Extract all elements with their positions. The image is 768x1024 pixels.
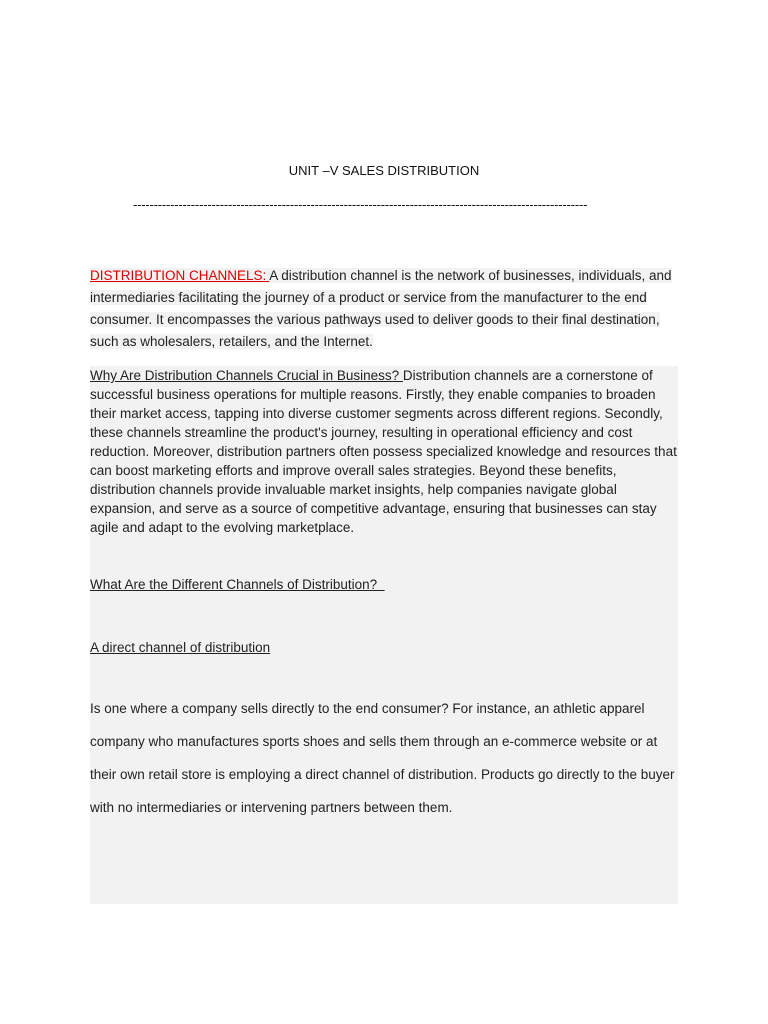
different-channels-heading: What Are the Different Channels of Distribution?	[90, 577, 385, 592]
direct-channel-paragraph: Is one where a company sells directly to the end consumer? For instance, an athletic apparel company who manufactures sports shoes and sells them through an e-commerce website or at their own retail store is employing a direct channel of distribution. Products go directly to the buyer with no intermediaries or intervening partners between them.	[90, 701, 675, 815]
document-title: UNIT –V SALES DISTRIBUTION	[288, 163, 480, 178]
distribution-channels-heading: DISTRIBUTION CHANNELS:	[90, 268, 270, 283]
shaded-text	[90, 268, 672, 349]
divider-line: --------------------------------------------------------------------------------------------------------------	[133, 197, 588, 212]
distribution-channels-paragraph	[90, 265, 678, 353]
why-channels-body: Distribution channels are a cornerstone of successful business operations for multiple reasons. Firstly, they enable companies to broaden their market access, tapping into diverse customer segments across different regions. Secondly, these channels streamline the product's journey, resulting in operational efficiency and cost reduction. Moreover, distribution partners often possess specialized knowledge and resources that can boost marketing efforts and improve overall sales strategies. Beyond these benefits, distribution channels provide invaluable market insights, help companies navigate global expansion, and serve as a source of competitive advantage, ensuring that businesses can stay agile and adapt to the evolving marketplace.	[90, 368, 677, 535]
why-channels-paragraph	[90, 366, 678, 537]
direct-channel-heading: A direct channel of distribution	[90, 640, 271, 655]
distribution-channels-body: A distribution channel is the network of businesses, individuals, and intermediaries facilitating the journey of a product or service from the manufacturer to the end consumer. It encompasses the various pathways used to deliver goods to their final destination, such as wholesalers, retailers, and the Internet.	[90, 268, 672, 349]
why-channels-heading: Why Are Distribution Channels Crucial in Business?	[90, 368, 403, 383]
